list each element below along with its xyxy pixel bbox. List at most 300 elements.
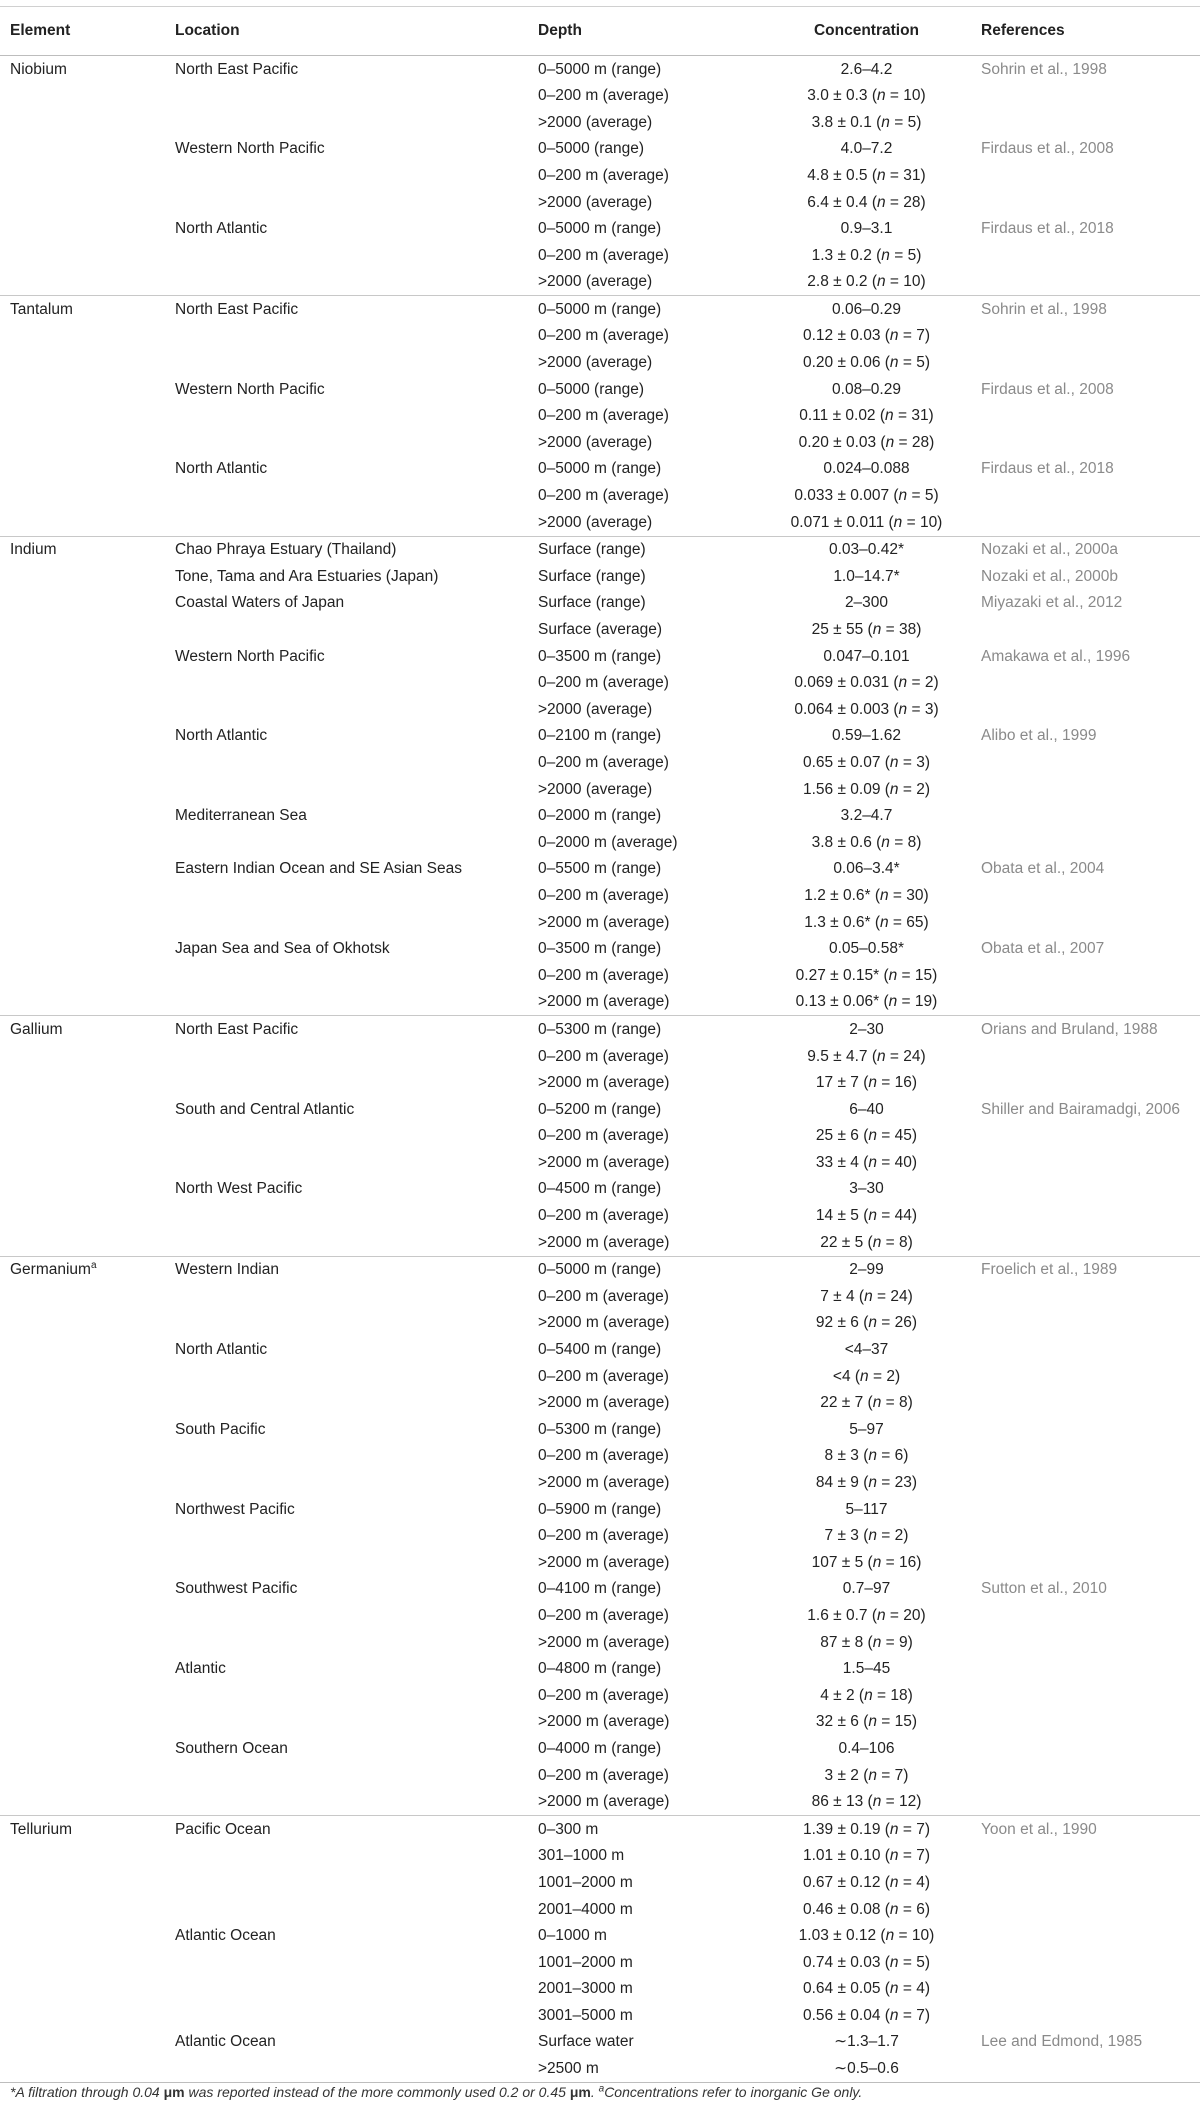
location-cell: [175, 2056, 538, 2083]
reference-cell: [981, 1869, 1200, 1896]
concentration-cell: 2–30: [752, 1016, 981, 1043]
reference-cell: [981, 696, 1200, 723]
header-row: [0, 7, 1200, 56]
table-footnote: [10, 2084, 1190, 2100]
depth-cell: >2000 (average): [538, 273, 653, 291]
reference-cell: [981, 1176, 1200, 1203]
table-row: [0, 1337, 1200, 1364]
reference-cell: [981, 1337, 1200, 1364]
depth-cell: 0–5000 (range): [538, 380, 644, 398]
table-row: [0, 242, 1200, 269]
reference-cell: [981, 1229, 1200, 1256]
element-cell: [0, 882, 175, 909]
table-row: [0, 882, 1200, 909]
location-cell: Western North Pacific: [175, 380, 325, 398]
element-cell: [0, 1337, 175, 1364]
table-row: [0, 989, 1200, 1016]
table-row: [0, 696, 1200, 723]
concentration-cell: 3 ± 2 (n = 7): [824, 1766, 909, 1784]
location-cell: South and Central Atlantic: [175, 1100, 355, 1118]
element-cell: [0, 1149, 175, 1176]
depth-cell: 1001–2000 m: [538, 1953, 633, 1971]
depth-cell: 0–200 m (average): [538, 1207, 669, 1225]
table-row: [0, 563, 1200, 590]
concentration-cell: 0.46 ± 0.08 (n = 6): [802, 1900, 930, 1918]
table-row: [0, 1816, 1200, 1843]
element-cell: [0, 456, 175, 483]
element-cell: [0, 1203, 175, 1230]
concentration-cell: 0.069 ± 0.031 (n = 2): [794, 674, 939, 692]
element-cell: [0, 2002, 175, 2029]
table-row: [0, 1469, 1200, 1496]
concentration-cell: 7 ± 3 (n = 2): [824, 1527, 909, 1545]
reference-cell: Froelich et al., 1989: [981, 1256, 1200, 1283]
location-cell: [175, 1390, 538, 1417]
table-row: [0, 1949, 1200, 1976]
header-concentration: Concentration: [752, 7, 981, 56]
element-cell: [0, 1843, 175, 1870]
depth-cell: >2000 (average): [538, 193, 653, 211]
location-cell: [175, 1949, 538, 1976]
depth-cell: 0–200 m (average): [538, 753, 669, 771]
table-header: [0, 7, 1200, 56]
concentration-cell: 1.0–14.7*: [833, 567, 900, 585]
depth-cell: 0–200 m (average): [538, 674, 669, 692]
element-cell: [0, 1496, 175, 1523]
depth-cell: 0–200 m (average): [538, 1606, 669, 1624]
location-cell: [175, 1523, 538, 1550]
location-cell: Mediterranean Sea: [175, 807, 307, 825]
reference-cell: [981, 1923, 1200, 1950]
element-cell: Niobium: [10, 60, 67, 78]
element-cell: [0, 749, 175, 776]
table-row: [0, 1523, 1200, 1550]
depth-cell: 0–200 m (average): [538, 1047, 669, 1065]
concentration-cell: 0.033 ± 0.007 (n = 5): [794, 487, 939, 505]
table-row: [0, 1869, 1200, 1896]
element-cell: [0, 350, 175, 377]
footnote-star-text-3: .: [590, 2084, 595, 2100]
footnote-a-text: Concentrations refer to inorganic Ge only.: [604, 2084, 863, 2100]
location-cell: Chao Phraya Estuary (Thailand): [175, 536, 538, 563]
depth-cell: 0–5000 m (range): [538, 60, 662, 78]
depth-cell: 3001–5000 m: [538, 2006, 633, 2024]
table-row: [0, 403, 1200, 430]
location-cell: North Atlantic: [175, 1341, 268, 1359]
element-cell: [0, 136, 175, 163]
table-row: [0, 856, 1200, 883]
concentration-cell: 17 ± 7 (n = 16): [815, 1074, 918, 1092]
reference-cell: [981, 1443, 1200, 1470]
location-cell: [175, 1602, 538, 1629]
location-cell: [175, 696, 538, 723]
element-cell: [0, 643, 175, 670]
header-references: References: [981, 7, 1200, 56]
concentration-cell: 0.59–1.62: [832, 727, 901, 745]
location-cell: Atlantic: [175, 1660, 226, 1678]
location-cell: Atlantic Ocean: [175, 1927, 276, 1945]
reference-cell: Yoon et al., 1990: [981, 1816, 1200, 1843]
concentration-cell: 107 ± 5 (n = 16): [811, 1553, 922, 1571]
table-row: [0, 1310, 1200, 1337]
location-cell: Northwest Pacific: [175, 1500, 295, 1518]
element-cell: [0, 1762, 175, 1789]
location-cell: [175, 909, 538, 936]
element-cell: [0, 776, 175, 803]
location-cell: [175, 1070, 538, 1097]
table-row: [0, 1363, 1200, 1390]
element-cell: [0, 829, 175, 856]
location-cell: North Atlantic: [175, 220, 268, 238]
table-row: [0, 1043, 1200, 1070]
depth-cell: Surface (range): [538, 567, 646, 585]
element-cell: [0, 403, 175, 430]
table-row: [0, 1016, 1200, 1043]
reference-cell: Shiller and Bairamadgi, 2006: [981, 1100, 1181, 1118]
location-cell: Coastal Waters of Japan: [175, 594, 345, 612]
depth-cell: 0–200 m (average): [538, 1287, 669, 1305]
depth-cell: Surface water: [538, 2033, 634, 2051]
element-cell: [0, 1629, 175, 1656]
concentration-cell: 1.3 ± 0.6* (n = 65): [804, 913, 929, 931]
table-row: [0, 1602, 1200, 1629]
concentration-cell: 1.03 ± 0.12 (n = 10): [798, 1927, 935, 1945]
table-row: [0, 1390, 1200, 1417]
concentration-cell: 0.9–3.1: [840, 220, 893, 238]
table-row: [0, 1256, 1200, 1283]
concentration-cell: 22 ± 5 (n = 8): [820, 1233, 913, 1251]
element-cell: [0, 323, 175, 350]
element-cell: [0, 1123, 175, 1150]
concentration-cell: 1.6 ± 0.7 (n = 20): [807, 1606, 926, 1624]
table-row: [0, 350, 1200, 377]
reference-cell: Miyazaki et al., 2012: [981, 594, 1123, 612]
reference-cell: [981, 1843, 1200, 1870]
depth-cell: Surface (average): [538, 621, 663, 639]
location-cell: [175, 1789, 538, 1816]
table-row: [0, 590, 1200, 617]
location-cell: Western North Pacific: [175, 647, 325, 665]
table-row: [0, 723, 1200, 750]
concentration-cell: 0.67 ± 0.12 (n = 4): [802, 1873, 930, 1891]
reference-cell: Nozaki et al., 2000a: [981, 536, 1200, 563]
location-cell: [175, 1896, 538, 1923]
concentration-cell: 2–99: [752, 1256, 981, 1283]
table-row: [0, 1629, 1200, 1656]
location-cell: South Pacific: [175, 1420, 266, 1438]
element-cell: [0, 856, 175, 883]
concentration-cell: 4.0–7.2: [840, 140, 893, 158]
depth-cell: 0–2000 m (average): [538, 833, 678, 851]
element-cell: [0, 242, 175, 269]
element-cell: [0, 483, 175, 510]
concentration-cell: 0.27 ± 0.15* (n = 15): [795, 966, 938, 984]
location-cell: [175, 1443, 538, 1470]
table-row: [0, 1149, 1200, 1176]
depth-cell: >2500 m: [538, 2056, 752, 2083]
location-cell: Tone, Tama and Ara Estuaries (Japan): [175, 567, 439, 585]
concentration-cell: 6–40: [849, 1100, 884, 1118]
element-cell: [0, 83, 175, 110]
reference-cell: [981, 189, 1200, 216]
depth-cell: 0–200 m (average): [538, 966, 669, 984]
reference-cell: [981, 1762, 1200, 1789]
depth-cell: 0–2000 m (range): [538, 807, 662, 825]
reference-cell: Firdaus et al., 2008: [981, 380, 1114, 398]
concentration-cell: <4–37: [844, 1341, 889, 1359]
footnote-star-mark: *: [10, 2084, 16, 2100]
location-cell: [175, 1469, 538, 1496]
location-cell: [175, 1363, 538, 1390]
reference-cell: [981, 109, 1200, 136]
depth-cell: >2000 (average): [538, 113, 653, 131]
table-row: [0, 509, 1200, 536]
reference-cell: Sohrin et al., 1998: [981, 60, 1107, 78]
table-row: [0, 456, 1200, 483]
concentration-cell: 4 ± 2 (n = 18): [820, 1686, 913, 1704]
element-cell: [0, 269, 175, 296]
table-row: [0, 1096, 1200, 1123]
concentration-cell: 0.047–0.101: [823, 647, 910, 665]
concentration-cell: 0.12 ± 0.03 (n = 7): [802, 327, 930, 345]
depth-cell: 0–4000 m (range): [538, 1739, 662, 1757]
depth-cell: 0–5000 m (range): [538, 296, 752, 323]
location-cell: Western Indian: [175, 1256, 538, 1283]
location-cell: [175, 670, 538, 697]
concentration-cell: <4 (n = 2): [832, 1367, 901, 1385]
reference-cell: [981, 162, 1200, 189]
location-cell: North East Pacific: [175, 1016, 538, 1043]
concentration-cell: 6.4 ± 0.4 (n = 28): [807, 193, 926, 211]
concentration-cell: 5–97: [849, 1420, 884, 1438]
location-cell: [175, 429, 538, 456]
location-cell: [175, 616, 538, 643]
depth-cell: 0–3500 m (range): [538, 940, 662, 958]
depth-cell: 0–200 m (average): [538, 1367, 669, 1385]
concentration-cell: 84 ± 9 (n = 23): [815, 1474, 918, 1492]
depth-cell: >2000 m (average): [538, 1233, 670, 1251]
depth-cell: >2000 m (average): [538, 1553, 670, 1571]
reference-cell: [981, 509, 1200, 536]
location-cell: [175, 749, 538, 776]
element-cell: [0, 616, 175, 643]
table-row: [0, 1789, 1200, 1816]
depth-cell: Surface (range): [538, 594, 646, 612]
depth-cell: 0–5000 m (range): [538, 460, 662, 478]
location-cell: [175, 1149, 538, 1176]
element-cell: [0, 1869, 175, 1896]
location-cell: [175, 162, 538, 189]
depth-cell: 0–5000 (range): [538, 140, 644, 158]
element-cell: [0, 1070, 175, 1097]
concentration-cell: 3.8 ± 0.1 (n = 5): [811, 113, 922, 131]
depth-cell: 0–200 m (average): [538, 166, 669, 184]
element-cell: [0, 1229, 175, 1256]
depth-cell: >2000 m (average): [538, 1474, 670, 1492]
depth-cell: 0–200 m (average): [538, 1447, 669, 1465]
reference-cell: [981, 909, 1200, 936]
table-row: [0, 483, 1200, 510]
depth-cell: 0–2100 m (range): [538, 727, 662, 745]
concentration-cell: 2.8 ± 0.2 (n = 10): [807, 273, 926, 291]
element-cell: [0, 216, 175, 243]
element-cell: [0, 429, 175, 456]
location-cell: [175, 269, 538, 296]
reference-cell: [981, 1735, 1200, 1762]
reference-cell: [981, 1363, 1200, 1390]
concentration-cell: 0.06–0.29: [752, 296, 981, 323]
reference-cell: [981, 83, 1200, 110]
reference-cell: [981, 1123, 1200, 1150]
reference-cell: [981, 1283, 1200, 1310]
location-cell: [175, 403, 538, 430]
depth-cell: >2000 (average): [538, 433, 653, 451]
concentration-cell: 0.4–106: [838, 1739, 895, 1757]
location-cell: Japan Sea and Sea of Okhotsk: [175, 940, 390, 958]
element-cell: [0, 1096, 175, 1123]
reference-cell: [981, 323, 1200, 350]
element-name: Germanium: [10, 1261, 91, 1279]
table-row: [0, 2056, 1200, 2083]
element-cell: [0, 1176, 175, 1203]
element-cell: [0, 1735, 175, 1762]
reference-cell: Firdaus et al., 2018: [981, 460, 1114, 478]
concentration-cell: 8 ± 3 (n = 6): [824, 1447, 909, 1465]
element-cell: [0, 936, 175, 963]
concentration-cell: 3.2–4.7: [840, 807, 893, 825]
element-cell: [0, 1416, 175, 1443]
concentration-cell: 3.0 ± 0.3 (n = 10): [807, 87, 926, 105]
location-cell: [175, 189, 538, 216]
element-cell: [0, 590, 175, 617]
depth-cell: >2000 m (average): [538, 1074, 670, 1092]
location-cell: Western North Pacific: [175, 140, 325, 158]
depth-cell: 0–200 m (average): [538, 1127, 669, 1145]
element-cell: [0, 1043, 175, 1070]
reference-cell: [981, 1549, 1200, 1576]
concentration-cell: 1.5–45: [842, 1660, 891, 1678]
reference-cell: [981, 269, 1200, 296]
reference-cell: [981, 1469, 1200, 1496]
concentration-cell: ∼0.5–0.6: [752, 2056, 981, 2083]
footnote-unit-2: μm: [569, 2084, 591, 2100]
element-cell: [0, 376, 175, 403]
concentration-cell: 0.11 ± 0.02 (n = 31): [799, 407, 934, 425]
reference-cell: [981, 1416, 1200, 1443]
depth-cell: 0–5900 m (range): [538, 1500, 662, 1518]
concentration-cell: 0.74 ± 0.03 (n = 5): [802, 1953, 930, 1971]
element-cell: Gallium: [0, 1016, 175, 1043]
depth-cell: 0–5300 m (range): [538, 1016, 752, 1043]
depth-cell: Surface (range): [538, 536, 752, 563]
reference-cell: Amakawa et al., 1996: [981, 647, 1131, 665]
concentration-table: [0, 6, 1200, 2083]
element-cell: [0, 723, 175, 750]
element-cell: [0, 1310, 175, 1337]
reference-cell: [981, 1070, 1200, 1097]
depth-cell: 0–3500 m (range): [538, 647, 662, 665]
element-cell: [0, 563, 175, 590]
table-row: [0, 109, 1200, 136]
location-cell: [175, 242, 538, 269]
header-depth: Depth: [538, 7, 752, 56]
concentration-cell: 0.65 ± 0.07 (n = 3): [802, 753, 930, 771]
location-cell: [175, 350, 538, 377]
reference-cell: [981, 1203, 1200, 1230]
table-row: [0, 1709, 1200, 1736]
reference-cell: [981, 429, 1200, 456]
table-row: [0, 776, 1200, 803]
reference-cell: [981, 1682, 1200, 1709]
location-cell: [175, 323, 538, 350]
concentration-cell: 5–117: [845, 1500, 888, 1518]
element-cell: [0, 1390, 175, 1417]
table-row: [0, 1656, 1200, 1683]
location-cell: [175, 1682, 538, 1709]
table-row: [0, 1682, 1200, 1709]
concentration-cell: 87 ± 8 (n = 9): [820, 1633, 913, 1651]
concentration-cell: ∼1.3–1.7: [834, 2033, 899, 2051]
table-row: [0, 323, 1200, 350]
depth-cell: 0–5000 m (range): [538, 220, 662, 238]
depth-cell: 1001–2000 m: [538, 1873, 633, 1891]
table-row: [0, 1496, 1200, 1523]
table-row: [0, 1176, 1200, 1203]
element-cell: [0, 1923, 175, 1950]
table-row: [0, 1549, 1200, 1576]
reference-cell: [981, 2002, 1200, 2029]
reference-cell: [981, 1523, 1200, 1550]
table-row: [0, 1923, 1200, 1950]
reference-cell: Firdaus et al., 2018: [981, 220, 1114, 238]
element-cell: [0, 1709, 175, 1736]
element-cell: [0, 1682, 175, 1709]
depth-cell: 0–200 m (average): [538, 1527, 669, 1545]
reference-cell: Obata et al., 2004: [981, 860, 1105, 878]
depth-cell: 2001–3000 m: [538, 1980, 633, 1998]
depth-cell: 0–4500 m (range): [538, 1180, 662, 1198]
concentration-cell: 33 ± 4 (n = 40): [815, 1153, 918, 1171]
concentration-cell: 2.6–4.2: [840, 60, 893, 78]
element-cell: [0, 696, 175, 723]
reference-cell: [981, 962, 1200, 989]
reference-cell: [981, 1656, 1200, 1683]
header-element: Element: [0, 7, 175, 56]
reference-cell: Orians and Bruland, 1988: [981, 1016, 1200, 1043]
location-cell: North East Pacific: [175, 60, 299, 78]
element-cell: [0, 1656, 175, 1683]
element-cell: [0, 803, 175, 830]
table-row: [0, 1735, 1200, 1762]
element-cell: [0, 1949, 175, 1976]
concentration-cell: 32 ± 6 (n = 15): [815, 1713, 918, 1731]
concentration-cell: 2–300: [844, 594, 889, 612]
location-cell: Atlantic Ocean: [175, 2033, 276, 2051]
reference-cell: [981, 1709, 1200, 1736]
element-cell: [0, 909, 175, 936]
concentration-cell: 0.64 ± 0.05 (n = 4): [802, 1980, 930, 1998]
table-row: [0, 909, 1200, 936]
table-row: [0, 1416, 1200, 1443]
element-cell: [0, 1283, 175, 1310]
reference-cell: [981, 483, 1200, 510]
reference-cell: Sutton et al., 2010: [981, 1580, 1107, 1598]
concentration-cell: 0.071 ± 0.011 (n = 10): [790, 513, 943, 531]
concentration-cell: 1.39 ± 0.19 (n = 7): [752, 1816, 981, 1843]
depth-cell: >2000 (average): [538, 513, 653, 531]
reference-cell: [981, 989, 1200, 1016]
table-row: [0, 829, 1200, 856]
